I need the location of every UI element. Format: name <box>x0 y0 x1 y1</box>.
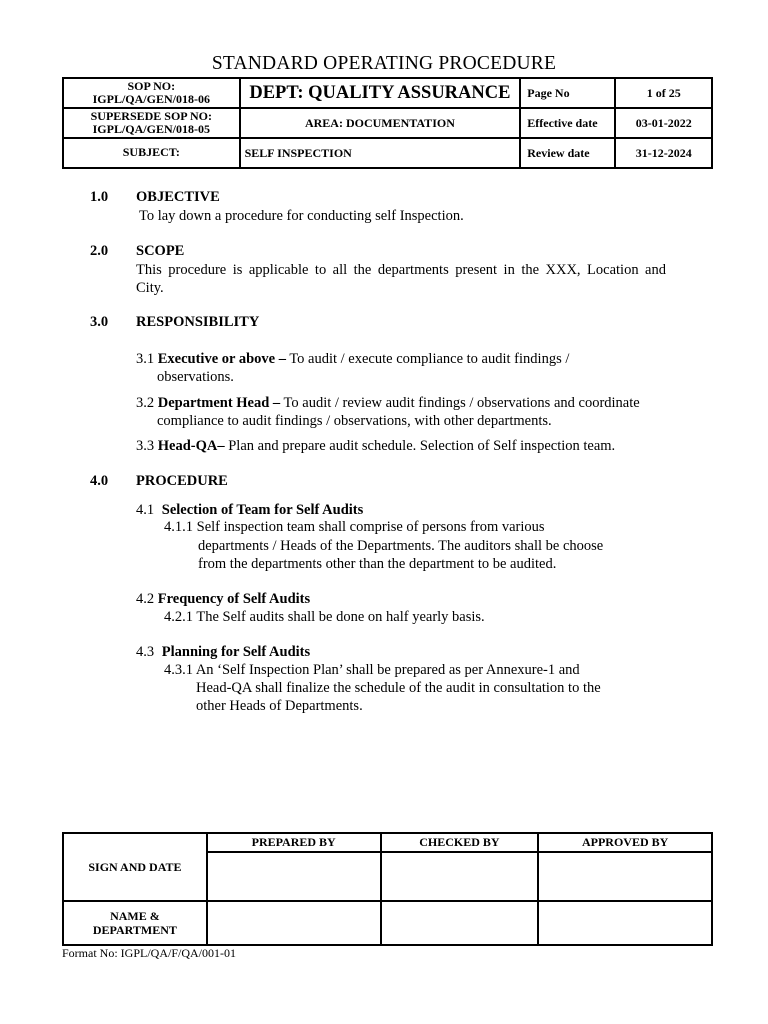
page-number-value: 1 of 25 <box>615 78 712 108</box>
subsection-4-1-number: 4.1 <box>136 502 155 518</box>
name-department-label <box>63 901 207 945</box>
subsection-4-3-number: 4.3 <box>136 644 155 660</box>
header-row-sop <box>63 78 712 108</box>
prepared-by-header: PREPARED BY <box>207 833 381 852</box>
section-1-heading: OBJECTIVE <box>136 189 220 205</box>
page-number-label: Page No <box>520 78 615 108</box>
checked-by-name-cell[interactable] <box>381 901 539 945</box>
format-number: Format No: IGPL/QA/F/QA/001-01 <box>62 946 236 960</box>
section-1-text: To lay down a procedure for conducting self Inspection. <box>139 208 464 224</box>
area-cell: AREA: DOCUMENTATION <box>240 108 521 138</box>
section-3-heading: RESPONSIBILITY <box>136 314 260 330</box>
prepared-by-name-cell[interactable] <box>207 901 381 945</box>
item-3-2-line2: compliance to audit findings / observations, with other departments. <box>157 413 552 429</box>
sop-number-label: SOP NO: <box>127 78 176 93</box>
subject-label: SUBJECT: <box>63 138 240 168</box>
subsection-4-1 <box>136 501 363 519</box>
header-row-supersede <box>63 108 712 138</box>
subsection-4-3-heading: Planning for Self Audits <box>161 644 311 660</box>
subject-value: SELF INSPECTION <box>240 138 521 168</box>
checked-by-sign-cell[interactable] <box>381 852 539 901</box>
section-2-heading: SCOPE <box>136 243 185 259</box>
name-label-line1: NAME & <box>110 909 160 923</box>
header-row-subject <box>63 138 712 168</box>
approved-by-name-cell[interactable] <box>538 901 712 945</box>
subsection-4-2 <box>136 590 310 608</box>
subsection-4-3-line3: other Heads of Departments. <box>196 698 363 714</box>
approved-by-sign-cell[interactable] <box>538 852 712 901</box>
item-3-2-role: Department Head – <box>157 395 281 411</box>
review-date-label: Review date <box>520 138 615 168</box>
review-date-value: 31-12-2024 <box>615 138 712 168</box>
subsection-4-3 <box>136 643 310 661</box>
item-3-1-role: Executive or above – <box>157 351 286 367</box>
supersede-sop-value: IGPL/QA/GEN/018-05 <box>92 122 210 136</box>
signature-header-row <box>63 833 712 852</box>
subsection-4-1-line2: departments / Heads of the Departments. The auditors shall be choose <box>198 538 604 554</box>
department-cell: DEPT: QUALITY ASSURANCE <box>240 78 521 108</box>
sign-and-date-label: SIGN AND DATE <box>63 833 207 901</box>
subsection-4-2-heading: Frequency of Self Audits <box>157 591 311 607</box>
section-1-number: 1.0 <box>90 189 109 205</box>
document-title: STANDARD OPERATING PROCEDURE <box>211 53 557 74</box>
subsection-4-2-line1: 4.2.1 The Self audits shall be done on half yearly basis. <box>164 609 485 625</box>
effective-date-value: 03-01-2022 <box>615 108 712 138</box>
signature-table <box>62 832 713 946</box>
subsection-4-3-line2: Head-QA shall finalize the schedule of the audit in consultation to the <box>196 680 601 696</box>
item-3-2-number: 3.2 <box>136 395 155 411</box>
item-3-1-number: 3.1 <box>136 351 155 367</box>
supersede-sop-cell <box>63 108 240 138</box>
subsection-4-1-heading: Selection of Team for Self Audits <box>161 502 364 518</box>
item-3-3-role: Head-QA– <box>157 438 225 454</box>
section-3-number: 3.0 <box>90 314 109 330</box>
prepared-by-sign-cell[interactable] <box>207 852 381 901</box>
section-2-number: 2.0 <box>90 243 109 259</box>
name-department-row <box>63 901 712 945</box>
item-3-1-line2: observations. <box>157 369 234 385</box>
item-3-3-text: Plan and prepare audit schedule. Selection of Self inspection team. <box>224 438 616 454</box>
item-3-1-text: To audit / execute compliance to audit findings / <box>285 351 570 367</box>
name-label-line2: DEPARTMENT <box>92 923 177 937</box>
approved-by-header: APPROVED BY <box>538 833 712 852</box>
effective-date-label: Effective date <box>520 108 615 138</box>
responsibility-item-3-3 <box>136 437 615 455</box>
subsection-4-1-line3: from the departments other than the department to be audited. <box>198 556 557 572</box>
supersede-sop-label: SUPERSEDE SOP NO: <box>90 108 212 123</box>
subsection-4-3-line1: 4.3.1 An ‘Self Inspection Plan’ shall be prepared as per Annexure-1 and <box>164 662 580 678</box>
item-3-3-number: 3.3 <box>136 438 155 454</box>
item-3-2-text: To audit / review audit findings / observations and coordinate <box>280 395 640 411</box>
subsection-4-1-line1: 4.1.1 Self inspection team shall comprise of persons from various <box>164 519 545 535</box>
checked-by-header: CHECKED BY <box>381 833 539 852</box>
sop-header-table <box>62 77 713 169</box>
section-4-heading: PROCEDURE <box>136 473 228 489</box>
section-2-text-line2: City. <box>136 280 164 296</box>
sop-number-value: IGPL/QA/GEN/018-06 <box>92 92 210 106</box>
responsibility-item-3-2 <box>136 394 640 412</box>
subsection-4-2-number: 4.2 <box>136 591 155 607</box>
section-2-text-line1: This procedure is applicable to all the departments present in the XXX, Location and <box>136 262 666 278</box>
responsibility-item-3-1 <box>136 350 569 368</box>
section-4-number: 4.0 <box>90 473 109 489</box>
sop-number-cell <box>63 78 240 108</box>
